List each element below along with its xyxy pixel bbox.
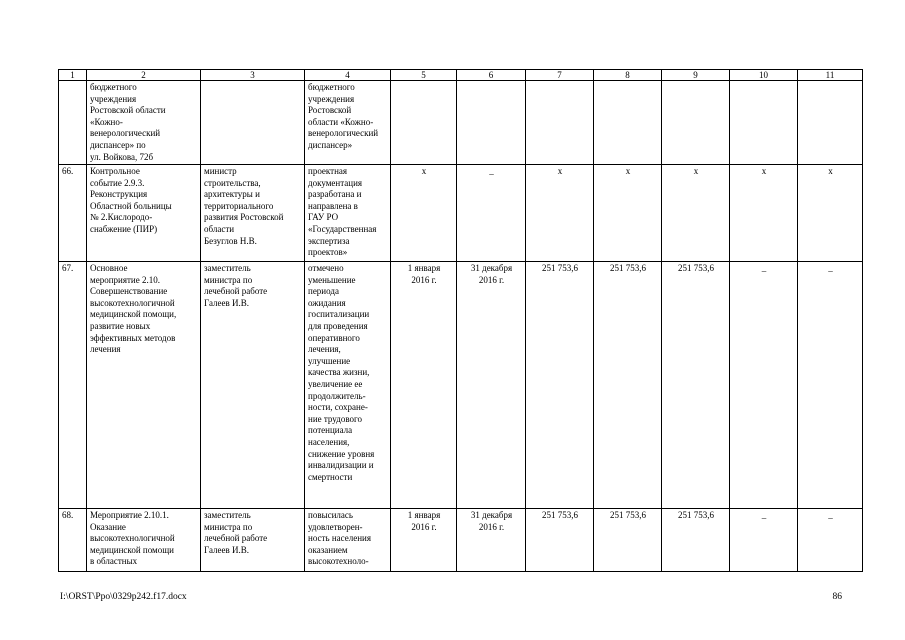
table-row [59,81,863,165]
col-header: 6 [457,70,526,81]
end-date: 31 декабря 2016 г. [457,509,526,572]
value-cell [730,81,798,165]
col-header: 8 [594,70,662,81]
value-cell: х [798,165,863,262]
table-row [59,165,863,262]
responsible: заместитель министра по лечебной работе Галеев И.В. [201,262,305,509]
row-number: 68. [59,509,87,572]
value-cell [526,81,594,165]
value-cell: 251 753,6 [594,509,662,572]
start-date: х [391,165,457,262]
file-path-footer: I:\ORST\Ppo\0329p242.f17.docx [60,592,187,602]
end-date [457,81,526,165]
col-header: 3 [201,70,305,81]
measure-name: Основное мероприятие 2.10. Совершенствование высокотехнологичной медицинской помощи, развитие новых эффективных методов лечения [87,262,201,509]
col-header: 10 [730,70,798,81]
end-date: 31 декабря 2016 г. [457,262,526,509]
start-date [391,81,457,165]
row-number: 67. [59,262,87,509]
start-date: 1 января 2016 г. [391,509,457,572]
expected-result: проектная документация разработана и направлена в ГАУ РО «Государственная экспертиза проектов» [305,165,391,262]
value-cell [798,81,863,165]
value-cell: 251 753,6 [594,262,662,509]
col-header: 2 [87,70,201,81]
row-number [59,81,87,165]
start-date: 1 января 2016 г. [391,262,457,509]
page-number: 86 [832,592,842,602]
expected-result: отмечено уменьшение периода ожидания госпитализации для проведения оперативного лечения, улучшение качества жизни, увеличение ее продолжитель- ности, сохране- ние трудового потенциала населения, снижение уровня инвалидизации и смертности [305,262,391,509]
value-cell: 251 753,6 [526,262,594,509]
measures-table [58,69,863,572]
col-header: 11 [798,70,863,81]
value-cell: _ [798,509,863,572]
measure-name: Контрольное событие 2.9.3. Реконструкция Областной больницы № 2.Кислородо- снабжение (ПИР) [87,165,201,262]
value-cell: х [730,165,798,262]
row-number: 66. [59,165,87,262]
col-header: 7 [526,70,594,81]
col-header: 1 [59,70,87,81]
value-cell: 251 753,6 [662,509,730,572]
measure-name: бюджетного учреждения Ростовской области «Кожно- венерологический диспансер» по ул. Войкова, 72б [87,81,201,165]
responsible: министр строительства, архитектуры и территориального развития Ростовской области Безуглов Н.В. [201,165,305,262]
expected-result: бюджетного учреждения Ростовской области «Кожно- венерологический диспансер» [305,81,391,165]
value-cell: 251 753,6 [662,262,730,509]
end-date: _ [457,165,526,262]
value-cell [662,81,730,165]
table-row [59,509,863,572]
col-header: 5 [391,70,457,81]
value-cell [594,81,662,165]
table-row [59,262,863,509]
value-cell: 251 753,6 [526,509,594,572]
measure-name: Мероприятие 2.10.1. Оказание высокотехнологичной медицинской помощи в областных [87,509,201,572]
value-cell: х [594,165,662,262]
responsible: заместитель министра по лечебной работе Галеев И.В. [201,509,305,572]
value-cell: _ [730,262,798,509]
responsible [201,81,305,165]
value-cell: _ [798,262,863,509]
expected-result: повысилась удовлетворен- ность населения оказанием высокотехноло- [305,509,391,572]
value-cell: х [526,165,594,262]
value-cell: х [662,165,730,262]
col-header: 4 [305,70,391,81]
col-header: 9 [662,70,730,81]
value-cell: _ [730,509,798,572]
column-number-row [59,70,863,81]
